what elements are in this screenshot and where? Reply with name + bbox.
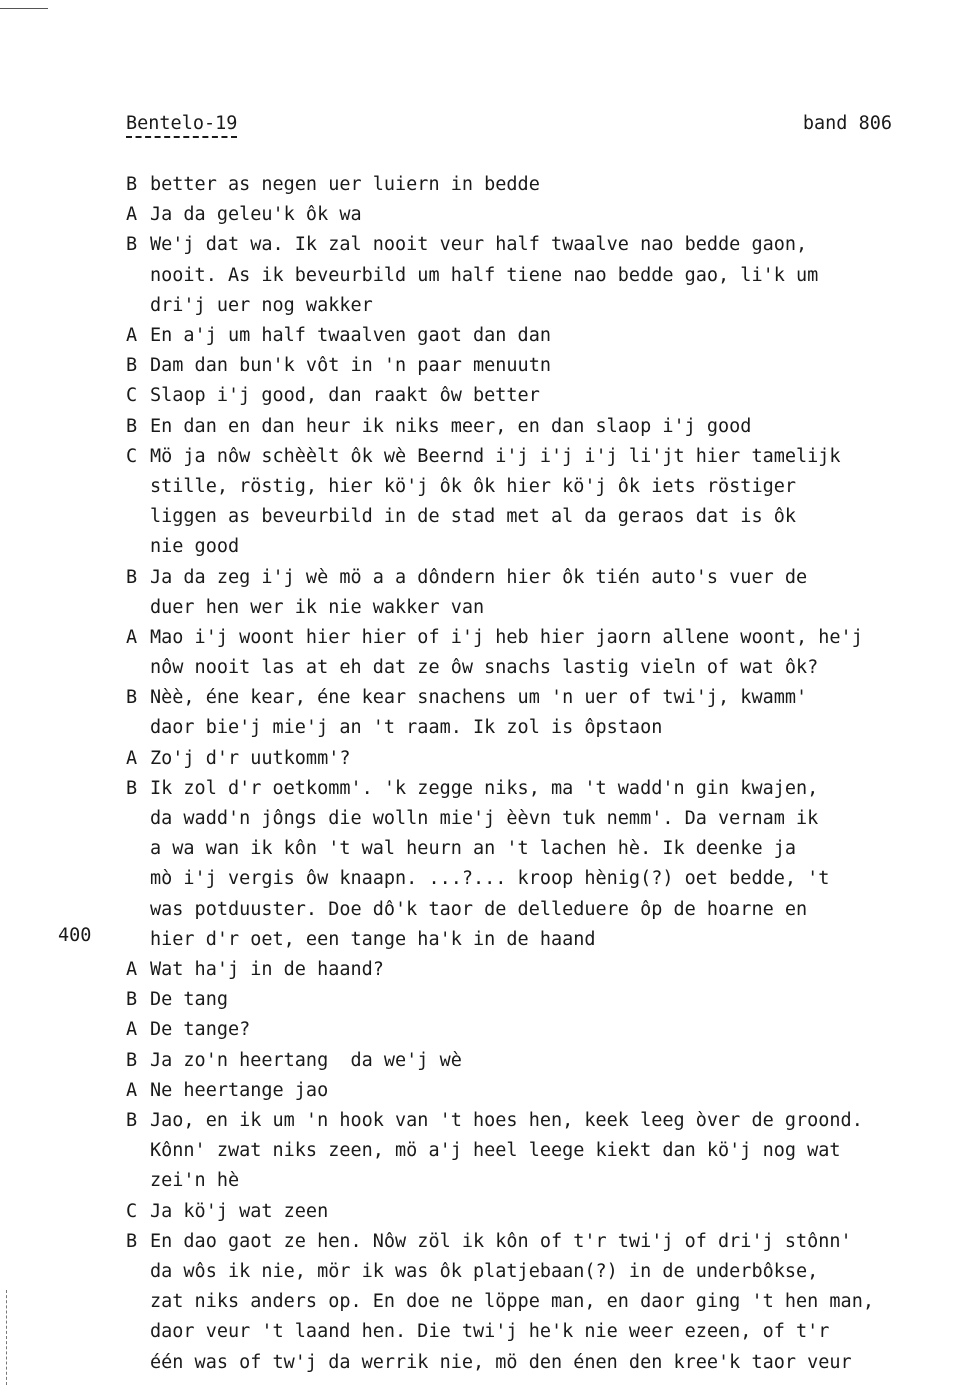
utterance-line: better as negen uer luiern in bedde bbox=[150, 174, 540, 195]
utterance-line: zat niks anders op. En doe ne löppe man, en daor ging 't hen man, bbox=[150, 1291, 874, 1313]
band-number: band 806 bbox=[802, 113, 892, 134]
utterance bbox=[150, 230, 946, 321]
utterance bbox=[150, 1106, 946, 1197]
transcript-turn bbox=[126, 955, 946, 985]
utterance-line: daor bie'j mie'j an 't raam. Ik zol is ôpstaon bbox=[150, 717, 663, 739]
utterance-line: Mao i'j woont hier hier of i'j heb hier jaorn allene woont, he'j bbox=[150, 626, 863, 648]
speaker-label: B bbox=[126, 1049, 138, 1071]
utterance-line: één was of tw'j da werrik nie, mö den énen den kree'k taor veur bbox=[150, 1351, 852, 1373]
document-title: Bentelo-19 bbox=[126, 112, 237, 138]
transcript-turn bbox=[126, 1106, 946, 1197]
transcript-turn bbox=[126, 1015, 946, 1045]
speaker-label: B bbox=[126, 777, 138, 799]
utterance bbox=[150, 1015, 946, 1045]
transcript-turn bbox=[126, 985, 946, 1015]
utterance-line: duer hen wer ik nie wakker van bbox=[150, 596, 485, 618]
utterance bbox=[150, 351, 946, 381]
speaker-label: A bbox=[126, 1019, 138, 1041]
speaker-label: C bbox=[126, 1200, 138, 1222]
utterance bbox=[150, 1197, 946, 1227]
utterance-line: En a'j um half twaalven gaot dan dan bbox=[150, 324, 551, 346]
utterance-line: was potduuster. Doe dô'k taor de delleduere ôp de hoarne en bbox=[150, 898, 808, 920]
utterance-line: liggen as beveurbild in de stad met al da geraos dat is ôk bbox=[150, 506, 797, 528]
transcript-turn bbox=[126, 381, 946, 411]
utterance-line: a wa wan ik kôn 't wal heurn an 't lachen hè. Ik deenke ja bbox=[150, 838, 797, 860]
transcript-turn bbox=[126, 1227, 946, 1378]
speaker-label: A bbox=[126, 626, 138, 648]
utterance-line: hier d'r oet, een tange ha'k in de haand bbox=[150, 928, 596, 950]
speaker-label: B bbox=[126, 566, 138, 588]
utterance-line: Jao, en ik um 'n hook van 't hoes hen, keek leeg òver de groond. bbox=[150, 1110, 863, 1131]
utterance-line: Wat ha'j in de haand? bbox=[150, 958, 384, 980]
transcript-turn bbox=[126, 774, 946, 955]
utterance-line: Zo'j d'r uutkomm'? bbox=[150, 747, 351, 769]
utterance-line: nooit. As ik beveurbild um half tiene nao bedde gao, li'k um bbox=[150, 264, 819, 286]
speaker-label: A bbox=[126, 747, 138, 769]
utterance-line: En dan en dan heur ik niks meer, en dan slaop i'j good bbox=[150, 415, 752, 437]
utterance bbox=[150, 683, 946, 743]
speaker-label: A bbox=[126, 1079, 138, 1101]
speaker-label: B bbox=[126, 234, 138, 256]
transcript-turn bbox=[126, 1076, 946, 1106]
speaker-label: B bbox=[126, 1230, 138, 1252]
utterance-line: daor veur 't laand hen. Die twi'j he'k nie weer ezeen, of t'r bbox=[150, 1321, 830, 1343]
transcript-turn bbox=[126, 442, 946, 563]
speaker-label: C bbox=[126, 385, 138, 407]
transcript-turn bbox=[126, 230, 946, 321]
utterance-line: stille, röstig, hier kö'j ôk ôk hier kö'j ôk iets röstiger bbox=[150, 475, 797, 497]
speaker-label: B bbox=[126, 174, 138, 195]
utterance bbox=[150, 623, 946, 683]
margin-mark bbox=[6, 1290, 8, 1385]
transcript-turn bbox=[126, 1046, 946, 1076]
utterance-line: dri'j uer nog wakker bbox=[150, 294, 373, 316]
utterance bbox=[150, 321, 946, 351]
transcript-turn bbox=[126, 412, 946, 442]
transcript-turn bbox=[126, 744, 946, 774]
utterance bbox=[150, 955, 946, 985]
utterance bbox=[150, 442, 946, 563]
transcript-turn bbox=[126, 351, 946, 381]
utterance-line: Nèè, éne kear, éne kear snachens um 'n uer of twi'j, kwamm' bbox=[150, 687, 808, 709]
transcript-turn bbox=[126, 683, 946, 743]
utterance bbox=[150, 563, 946, 623]
utterance bbox=[150, 170, 946, 200]
line-number-marker: 400 bbox=[58, 925, 92, 946]
transcript-turn bbox=[126, 623, 946, 683]
utterance-line: En dao gaot ze hen. Nôw zöl ik kôn of t'r twi'j of dri'j stônn' bbox=[150, 1230, 852, 1252]
utterance bbox=[150, 1046, 946, 1076]
utterance-line: Ja da zeg i'j wè mö a a dôndern hier ôk tién auto's vuer de bbox=[150, 566, 808, 588]
utterance-line: Kônn' zwat niks zeen, mö a'j heel leege kiekt dan kö'j nog wat bbox=[150, 1140, 841, 1162]
utterance bbox=[150, 744, 946, 774]
utterance-line: da wôs ik nie, mör ik was ôk platjebaan(?) in de underbôkse, bbox=[150, 1260, 819, 1282]
utterance bbox=[150, 985, 946, 1015]
utterance-line: nôw nooit las at eh dat ze ôw snachs lastig vieln of wat ôk? bbox=[150, 657, 819, 679]
speaker-label: A bbox=[126, 958, 138, 980]
transcript-turn bbox=[126, 1197, 946, 1227]
utterance-line: Ik zol d'r oetkomm'. 'k zegge niks, ma 't wadd'n gin kwajen, bbox=[150, 777, 819, 799]
transcript-turn bbox=[126, 321, 946, 351]
utterance-line: Ja kö'j wat zeen bbox=[150, 1200, 329, 1222]
utterance-line: De tang bbox=[150, 989, 228, 1011]
utterance bbox=[150, 200, 946, 230]
utterance-line: Dam dan bun'k vôt in 'n paar menuutn bbox=[150, 355, 551, 377]
transcript bbox=[126, 170, 946, 1378]
utterance-line: da wadd'n jôngs die wolln mie'j èèvn tuk nemm'. Da vernam ik bbox=[150, 808, 819, 830]
utterance-line: Ja zo'n heertang da we'j wè bbox=[150, 1049, 462, 1071]
speaker-label: B bbox=[126, 355, 138, 377]
top-margin-rule bbox=[0, 8, 48, 9]
utterance-line: Ja da geleu'k ôk wa bbox=[150, 204, 362, 226]
utterance bbox=[150, 381, 946, 411]
speaker-label: A bbox=[126, 204, 138, 226]
utterance-line: Mö ja nôw schèèlt ôk wè Beernd i'j i'j i'j li'jt hier tamelijk bbox=[150, 445, 841, 467]
utterance bbox=[150, 1076, 946, 1106]
transcript-turn bbox=[126, 170, 946, 200]
page-header bbox=[126, 112, 892, 138]
utterance-line: Slaop i'j good, dan raakt ôw better bbox=[150, 385, 540, 407]
speaker-label: B bbox=[126, 687, 138, 709]
utterance bbox=[150, 1227, 946, 1378]
speaker-label: A bbox=[126, 324, 138, 346]
speaker-label: C bbox=[126, 445, 138, 467]
utterance-line: Ne heertange jao bbox=[150, 1079, 329, 1101]
utterance bbox=[150, 412, 946, 442]
speaker-label: B bbox=[126, 989, 138, 1011]
speaker-label: B bbox=[126, 415, 138, 437]
utterance-line: zei'n hè bbox=[150, 1170, 240, 1192]
utterance-line: De tange? bbox=[150, 1019, 251, 1041]
transcript-turn bbox=[126, 200, 946, 230]
utterance-line: nie good bbox=[150, 536, 240, 558]
utterance bbox=[150, 774, 946, 955]
utterance-line: We'j dat wa. Ik zal nooit veur half twaalve nao bedde gaon, bbox=[150, 234, 808, 256]
utterance-line: mò i'j vergis ôw knaapn. ...?... kroop hènig(?) oet bedde, 't bbox=[150, 868, 830, 890]
transcript-turn bbox=[126, 563, 946, 623]
speaker-label: B bbox=[126, 1110, 138, 1131]
